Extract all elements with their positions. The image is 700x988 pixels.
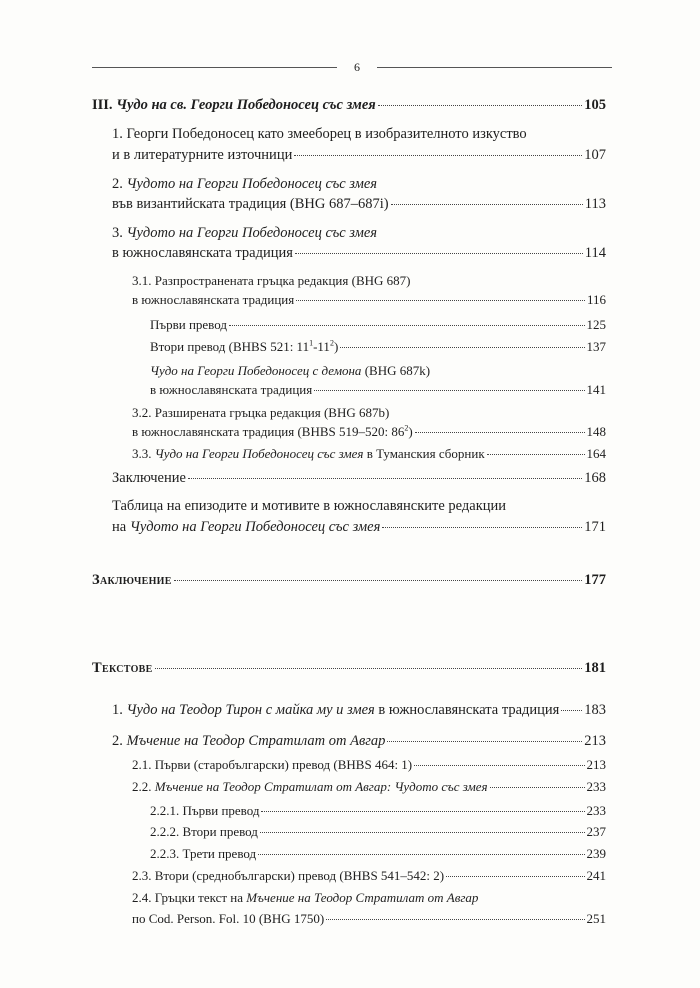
toc-entry-line1: 3.2. Разширената гръцка редакция (BHG 687b) — [132, 405, 390, 420]
toc-page-number: 113 — [584, 196, 606, 212]
superscript: 2 — [404, 423, 409, 433]
toc-entry[interactable] — [132, 777, 606, 797]
toc-entry[interactable] — [132, 444, 606, 464]
dot-leader — [446, 875, 584, 877]
superscript: 1 — [309, 338, 314, 348]
text-fragment: Текстове — [92, 660, 153, 676]
text-fragment: ) — [408, 424, 413, 439]
toc-entry-title — [132, 290, 294, 310]
toc-entry[interactable] — [150, 822, 606, 842]
toc-entry[interactable] — [112, 517, 606, 537]
toc-page-number: 237 — [586, 824, 606, 839]
toc-page-number: 105 — [584, 97, 606, 113]
toc-entry[interactable] — [132, 290, 606, 310]
toc-entry-title — [132, 909, 324, 929]
toc-entry[interactable] — [150, 844, 606, 864]
text-fragment: Втори превод (BHBS 521: 11 — [150, 339, 310, 354]
italic-title: Мъчение на Теодор Стратилат от Авгар: Чудото със змея — [154, 779, 488, 794]
toc-entry-title — [112, 194, 389, 214]
text-fragment: 2.2.2. Втори превод — [150, 824, 258, 839]
toc-entry[interactable] — [92, 570, 606, 590]
toc-entry-title — [92, 570, 172, 590]
italic-title: Чудо на Георги Победоносец с демона — [150, 363, 362, 378]
toc-page-number: 241 — [586, 868, 606, 883]
italic-title: Чудото на Георги Победоносец със змея — [126, 176, 378, 192]
toc-entry[interactable] — [150, 380, 606, 400]
toc-page-number: 251 — [586, 911, 606, 926]
toc-page-number: 125 — [586, 317, 606, 332]
dot-leader — [296, 299, 585, 301]
text-fragment: 2. — [112, 176, 127, 192]
toc-entry[interactable] — [132, 909, 606, 929]
toc-page-number: 213 — [584, 733, 606, 749]
text-fragment: III. — [92, 97, 117, 113]
toc-page-number: 171 — [584, 519, 606, 535]
toc-entry[interactable] — [112, 731, 606, 751]
toc-entry-line1: 1. Георги Победоносец като змееборец в изобразителното изкуство — [112, 126, 527, 142]
text-fragment: 2.2. — [132, 779, 155, 794]
toc-entry[interactable] — [150, 801, 606, 821]
dot-leader — [487, 453, 585, 455]
toc-page-number: 137 — [586, 339, 606, 354]
toc-page-number: 141 — [586, 382, 606, 397]
toc-entry[interactable] — [112, 468, 606, 488]
italic-title: Мъчение на Теодор Стратилат от Авгар — [126, 733, 386, 749]
toc-entry-title — [132, 444, 485, 464]
text-fragment: 1. — [112, 702, 127, 718]
text-fragment: на — [112, 519, 130, 535]
text-fragment: 2. — [112, 733, 127, 749]
toc-entry[interactable] — [132, 866, 606, 886]
toc-entry[interactable] — [92, 95, 606, 115]
toc-entry[interactable] — [112, 145, 606, 165]
toc-entry-line1 — [132, 888, 478, 908]
toc-page-number: 107 — [584, 147, 606, 163]
toc-page-number: 239 — [586, 846, 606, 861]
page-number: 6 — [337, 58, 377, 76]
toc-entry[interactable] — [112, 700, 606, 720]
toc-page-number: 168 — [584, 470, 606, 486]
dot-leader — [295, 252, 583, 254]
text-fragment: (BHG 687k) — [361, 363, 431, 378]
toc-entry-title — [132, 755, 412, 775]
toc-entry-title — [132, 777, 488, 797]
toc-entry-title — [112, 243, 293, 263]
toc-page-number: 116 — [586, 292, 606, 307]
toc-page-number: 233 — [586, 803, 606, 818]
text-fragment: -11 — [313, 339, 330, 354]
dot-leader — [340, 346, 584, 348]
toc-entry-title — [150, 315, 227, 335]
toc-entry-title — [150, 380, 312, 400]
text-fragment: в южнославянската традиция (BHBS 519–520: 86 — [132, 424, 405, 439]
toc-entry[interactable] — [150, 337, 606, 357]
toc-entry-line1 — [150, 361, 430, 381]
toc-entry[interactable] — [150, 315, 606, 335]
toc-entry-title — [112, 145, 292, 165]
dot-leader — [294, 154, 582, 156]
toc-entry-title — [150, 801, 259, 821]
dot-leader — [314, 389, 584, 391]
superscript: 2 — [329, 338, 334, 348]
text-fragment: в южнославянската традиция — [132, 292, 295, 307]
italic-title: Чудо на св. Георги Победоносец със змея — [116, 97, 376, 113]
toc-entry-line1 — [112, 174, 377, 194]
text-fragment: 2.1. Първи (старобългарски) превод (BHBS 464: 1) — [132, 757, 413, 772]
toc-page-number: 114 — [584, 245, 606, 261]
italic-title: Чудото на Георги Победоносец със змея — [129, 519, 381, 535]
italic-title: Чудо на Георги Победоносец със змея — [154, 446, 364, 461]
dot-leader — [260, 831, 585, 833]
text-fragment: и в литературните източници — [112, 147, 293, 163]
dot-leader — [415, 431, 585, 433]
dot-leader — [382, 526, 582, 528]
toc-entry-title — [132, 866, 444, 886]
italic-title: Чудото на Георги Победоносец със змея — [126, 225, 378, 241]
toc-entry-title — [150, 844, 256, 864]
toc-entry-title — [112, 700, 559, 720]
dot-leader — [387, 740, 582, 742]
toc-entry-title — [112, 468, 186, 488]
toc-entry-title — [150, 337, 338, 357]
text-fragment: по Cod. Person. Fol. 10 (BHG 1750) — [132, 911, 325, 926]
toc-entry[interactable] — [112, 194, 606, 214]
text-fragment: 2.2.3. Трети превод — [150, 846, 257, 861]
text-fragment: Заключение — [92, 572, 172, 588]
toc-entry-title — [112, 517, 380, 537]
dot-leader — [258, 853, 584, 855]
toc-entry-title — [92, 95, 376, 115]
dot-leader — [378, 104, 583, 106]
text-fragment: в южнославянската традиция — [150, 382, 313, 397]
dot-leader — [326, 918, 584, 920]
toc-page-number: 213 — [586, 757, 606, 772]
text-fragment: в южнославянската традиция — [374, 702, 560, 718]
dot-leader — [414, 764, 584, 766]
text-fragment: в Туманския сборник — [363, 446, 485, 461]
dot-leader — [261, 810, 584, 812]
toc-entry[interactable] — [112, 243, 606, 263]
toc-entry[interactable] — [132, 755, 606, 775]
text-fragment: във византийската традиция (BHG 687–687i) — [112, 196, 389, 212]
toc-entry[interactable] — [92, 658, 606, 678]
dot-leader — [229, 324, 585, 326]
toc-entry-title — [112, 731, 385, 751]
text-fragment: Първи превод — [150, 317, 227, 332]
text-fragment: в южнославянската традиция — [112, 245, 293, 261]
dot-leader — [490, 786, 585, 788]
text-fragment: ) — [333, 339, 339, 354]
text-fragment: Заключение — [112, 470, 186, 486]
italic-title: Мъчение на Теодор Стратилат от Авгар — [246, 890, 479, 905]
toc-entry-line1: Таблица на епизодите и мотивите в южнославянските редакции — [112, 498, 507, 514]
dot-leader — [174, 579, 583, 581]
toc-entry-title — [132, 422, 413, 442]
text-fragment: 3. — [112, 225, 127, 241]
dot-leader — [391, 203, 583, 205]
toc-page-number: 164 — [586, 446, 606, 461]
text-fragment: 2.3. Втори (среднобългарски) превод (BHBS 541–542: 2) — [132, 868, 445, 883]
toc-page-number: 181 — [584, 660, 606, 676]
toc-entry-title — [92, 658, 153, 678]
toc-page-number: 148 — [586, 424, 606, 439]
italic-title: Чудо на Теодор Тирон с майка му и змея — [126, 702, 375, 718]
text-fragment: 3.3. — [132, 446, 155, 461]
toc-entry-line1: 3.1. Разпространената гръцка редакция (BHG 687) — [132, 273, 411, 288]
toc-page-number: 233 — [586, 779, 606, 794]
toc-entry-line1 — [112, 223, 377, 243]
dot-leader — [155, 667, 583, 669]
dot-leader — [188, 477, 582, 479]
toc-entry[interactable] — [132, 422, 606, 442]
toc-entry-title — [150, 822, 258, 842]
text-fragment: 2.4. Гръцки текст на — [132, 890, 247, 905]
text-fragment: 2.2.1. Първи превод — [150, 803, 260, 818]
toc-page-number: 183 — [584, 702, 606, 718]
toc-page-number: 177 — [584, 572, 606, 588]
dot-leader — [561, 709, 582, 711]
